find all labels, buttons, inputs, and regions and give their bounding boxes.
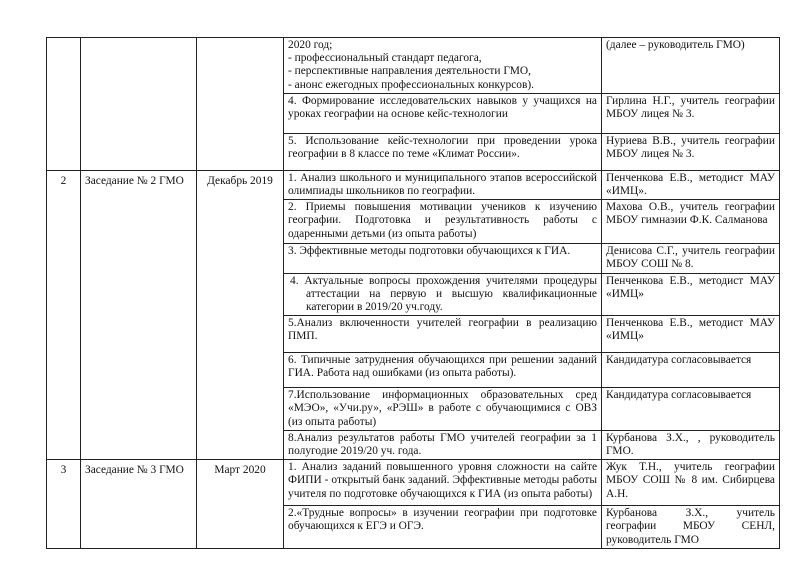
responsible-cell: Кандидатура согласовывается [602, 353, 780, 388]
topic-cell: 6. Типичные затруднения обучающихся при решении заданий ГИА. Работа над ошибками (из опыта работы). [284, 353, 602, 388]
meeting-number-cell: 2 [47, 170, 81, 459]
table-row [47, 38, 780, 94]
topic-line: - анонс ежегодных профессиональных конкурсов). [288, 78, 534, 91]
topic-cell: 2. Приемы повышения мотивации учеников к изучению географии. Подготовка и результативность работы с одаренными детьми (из опыта работы) [284, 200, 602, 244]
topic-cell: 8.Анализ результатов работы ГМО учителей географии за 1 полугодие 2019/20 уч. года. [284, 430, 602, 459]
meeting-number-cell: 3 [47, 460, 81, 549]
meeting-date-cell [197, 38, 284, 171]
topic-cell: 5. Использование кейс-технологии при проведении урока географии в 8 классе по теме «Климат России». [284, 133, 602, 170]
gmo-meetings-table [46, 37, 780, 549]
responsible-cell: Кандидатура согласовывается [602, 388, 780, 431]
topic-cell: 3. Эффективные методы подготовки обучающихся к ГИА. [284, 244, 602, 273]
responsible-cell: Гирлина Н.Г., учитель географии МБОУ лицея № 3. [602, 93, 780, 133]
responsible-cell: Жук Т.Н., учитель географии МБОУ СОШ № 8 им. Сибирцева А.Н. [602, 460, 780, 506]
responsible-cell: Пенченкова Е.В., методист МАУ «ИМЦ» [602, 316, 780, 353]
responsible-cell: Нуриева В.В., учитель географии МБОУ лицея № 3. [602, 133, 780, 170]
topic-cell [284, 38, 602, 94]
meeting-title-cell: Заседание № 2 ГМО [81, 170, 197, 459]
responsible-cell: Курбанова З.Х., , руководитель ГМО. [602, 430, 780, 459]
topic-line: - перспективные направления деятельности ГМО, [288, 65, 531, 78]
responsible-cell: Курбанова З.Х., учитель географии МБОУ СЕНЛ, руководитель ГМО [602, 506, 780, 549]
topic-line: - профессиональный стандарт педагога, [288, 52, 482, 65]
topic-cell: 1. Анализ заданий повышенного уровня сложности на сайте ФИПИ - открытый банк заданий. Эффективные методы работы учителя по подготовке обучающихся к ГИА (из опыта работы) [284, 460, 602, 506]
meeting-number-cell [47, 38, 81, 171]
topic-cell: 5.Анализ включенности учителей географии в реализацию ПМП. [284, 316, 602, 353]
topic-line: 2020 год; [288, 39, 333, 51]
responsible-cell: Пенченкова Е.В., методист МАУ «ИМЦ». [602, 170, 780, 199]
meeting-date-cell: Декабрь 2019 [197, 170, 284, 459]
responsible-cell: Денисова С.Г., учитель географии МБОУ СОШ № 8. [602, 244, 780, 273]
meeting-title-cell [81, 38, 197, 171]
topic-cell: 4. Формирование исследовательских навыков у учащихся на уроках географии на основе кейс-технологии [284, 93, 602, 133]
meeting-title-cell: Заседание № 3 ГМО [81, 460, 197, 549]
topic-cell: 7.Использование информационных образовательных сред «МЭО», «Учи.ру», «РЭШ» в работе с обучающимися с ОВЗ (из опыта работы) [284, 388, 602, 431]
topic-cell: 1. Анализ школьного и муниципального этапов всероссийской олимпиады школьников по географии. [284, 170, 602, 199]
responsible-cell: (далее – руководитель ГМО) [602, 38, 780, 94]
topic-cell: 2.«Трудные вопросы» в изучении географии при подготовке обучающихся к ЕГЭ и ОГЭ. [284, 506, 602, 549]
table-row [47, 170, 780, 199]
table-row [47, 460, 780, 506]
topic-cell: 4. Актуальные вопросы прохождения учителями процедуры аттестации на первую и высшую квалификационные категории в 2019/20 уч.году. [284, 273, 602, 316]
responsible-cell: Пенченкова Е.В., методист МАУ «ИМЦ» [602, 273, 780, 316]
responsible-cell: Махова О.В., учитель географии МБОУ гимназии Ф.К. Салманова [602, 200, 780, 244]
meeting-date-cell: Март 2020 [197, 460, 284, 549]
